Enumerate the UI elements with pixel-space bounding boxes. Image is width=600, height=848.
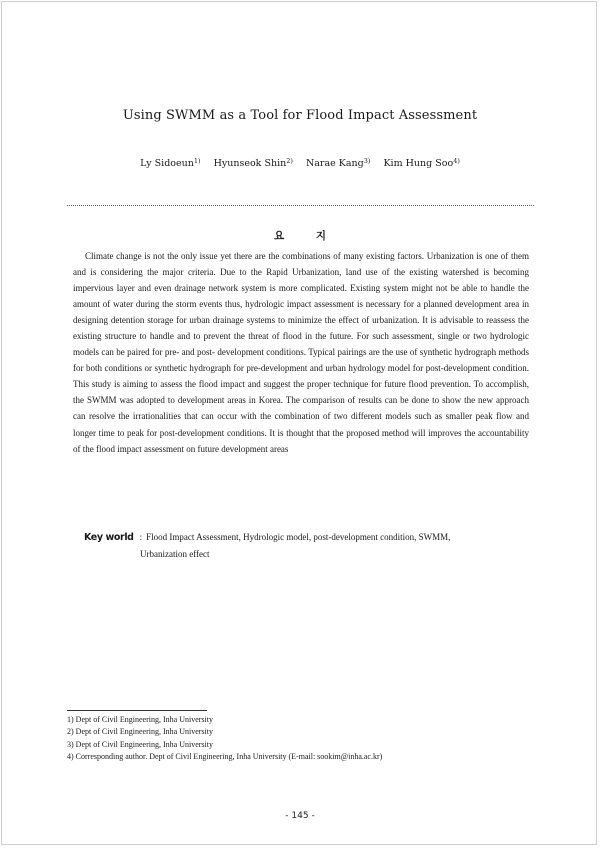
- author-4: [383, 158, 459, 169]
- abstract-heading: 요 지: [274, 230, 340, 242]
- paper-title: Using SWMM as a Tool for Flood Impact Assessment: [122, 108, 478, 123]
- keywords-colon: :: [139, 532, 143, 542]
- keywords-line-2: Urbanization effect: [140, 549, 210, 559]
- author-list: [0, 157, 600, 169]
- keywords-block: [84, 529, 504, 563]
- abstract-body: Climate change is not the only issue yet there are the combinations of many existing factors. Urbanization is one of them and is considering the major criteria. Due to the Rapid Urbanization, land use of the existing watershed is becoming impervious layer and even drainage network system is more complicated. Existing system might not be able to handle the amount of water during the storm events thus, hydrologic impact assessment is necessary for a planned development area in designing detention storage for urban drainage systems to minimize the effect of urbanization. It is advisable to reassess the existing structure to handle and to prevent the threat of flood in the future. For such assessment, single or two hydrologic models can be paired for pre- and post- development conditions. Typical pairings are the use of synthetic hydrograph methods for both conditions or synthetic hydrograph for pre-development and urban hydrology model for post-development condition. This study is aiming to assess the flood impact and suggest the proper technique for future flood prevention. To accomplish, the SWMM was adopted to development areas in Korea. The comparison of results can be done to show the new approach can resolve the irrationalities that can occur with the combination of two different models such as smaller peak flow and longer time to peak for post-development conditions. It is thought that the proposed method will improves the accountability of the flood impact assessment on future development areas: [73, 251, 529, 454]
- dotted-separator: [67, 205, 534, 206]
- footnote-rule: [67, 710, 207, 711]
- author-name: Hyunseok Shin: [213, 158, 287, 169]
- author-affiliation-mark: 1): [193, 157, 201, 165]
- author-1: [140, 158, 200, 169]
- author-3: [306, 158, 370, 169]
- footnote-3: 3) Dept of Civil Engineering, Inha University: [67, 739, 213, 749]
- keywords-line-1: Flood Impact Assessment, Hydrologic model, post-development condition, SWMM,: [146, 532, 451, 542]
- author-2: [214, 158, 293, 169]
- author-affiliation-mark: 4): [453, 157, 460, 165]
- footnote-list: [67, 714, 537, 763]
- author-affiliation-mark: 2): [286, 157, 293, 165]
- footnote-4: 4) Corresponding author. Dept of Civil Engineering, Inha University (E-mail: sookim@inha.ac.kr): [67, 751, 383, 761]
- author-name: Ly Sidoeun: [140, 158, 194, 169]
- footnote-1: 1) Dept of Civil Engineering, Inha University: [67, 715, 213, 724]
- author-name: Narae Kang: [305, 158, 364, 169]
- author-name: Kim Hung Soo: [383, 158, 454, 169]
- footnote-2: 2) Dept of Civil Engineering, Inha University: [67, 727, 213, 737]
- keywords-label: Key world: [84, 532, 134, 543]
- page-number: - 145 -: [285, 811, 315, 821]
- author-affiliation-mark: 3): [363, 157, 371, 165]
